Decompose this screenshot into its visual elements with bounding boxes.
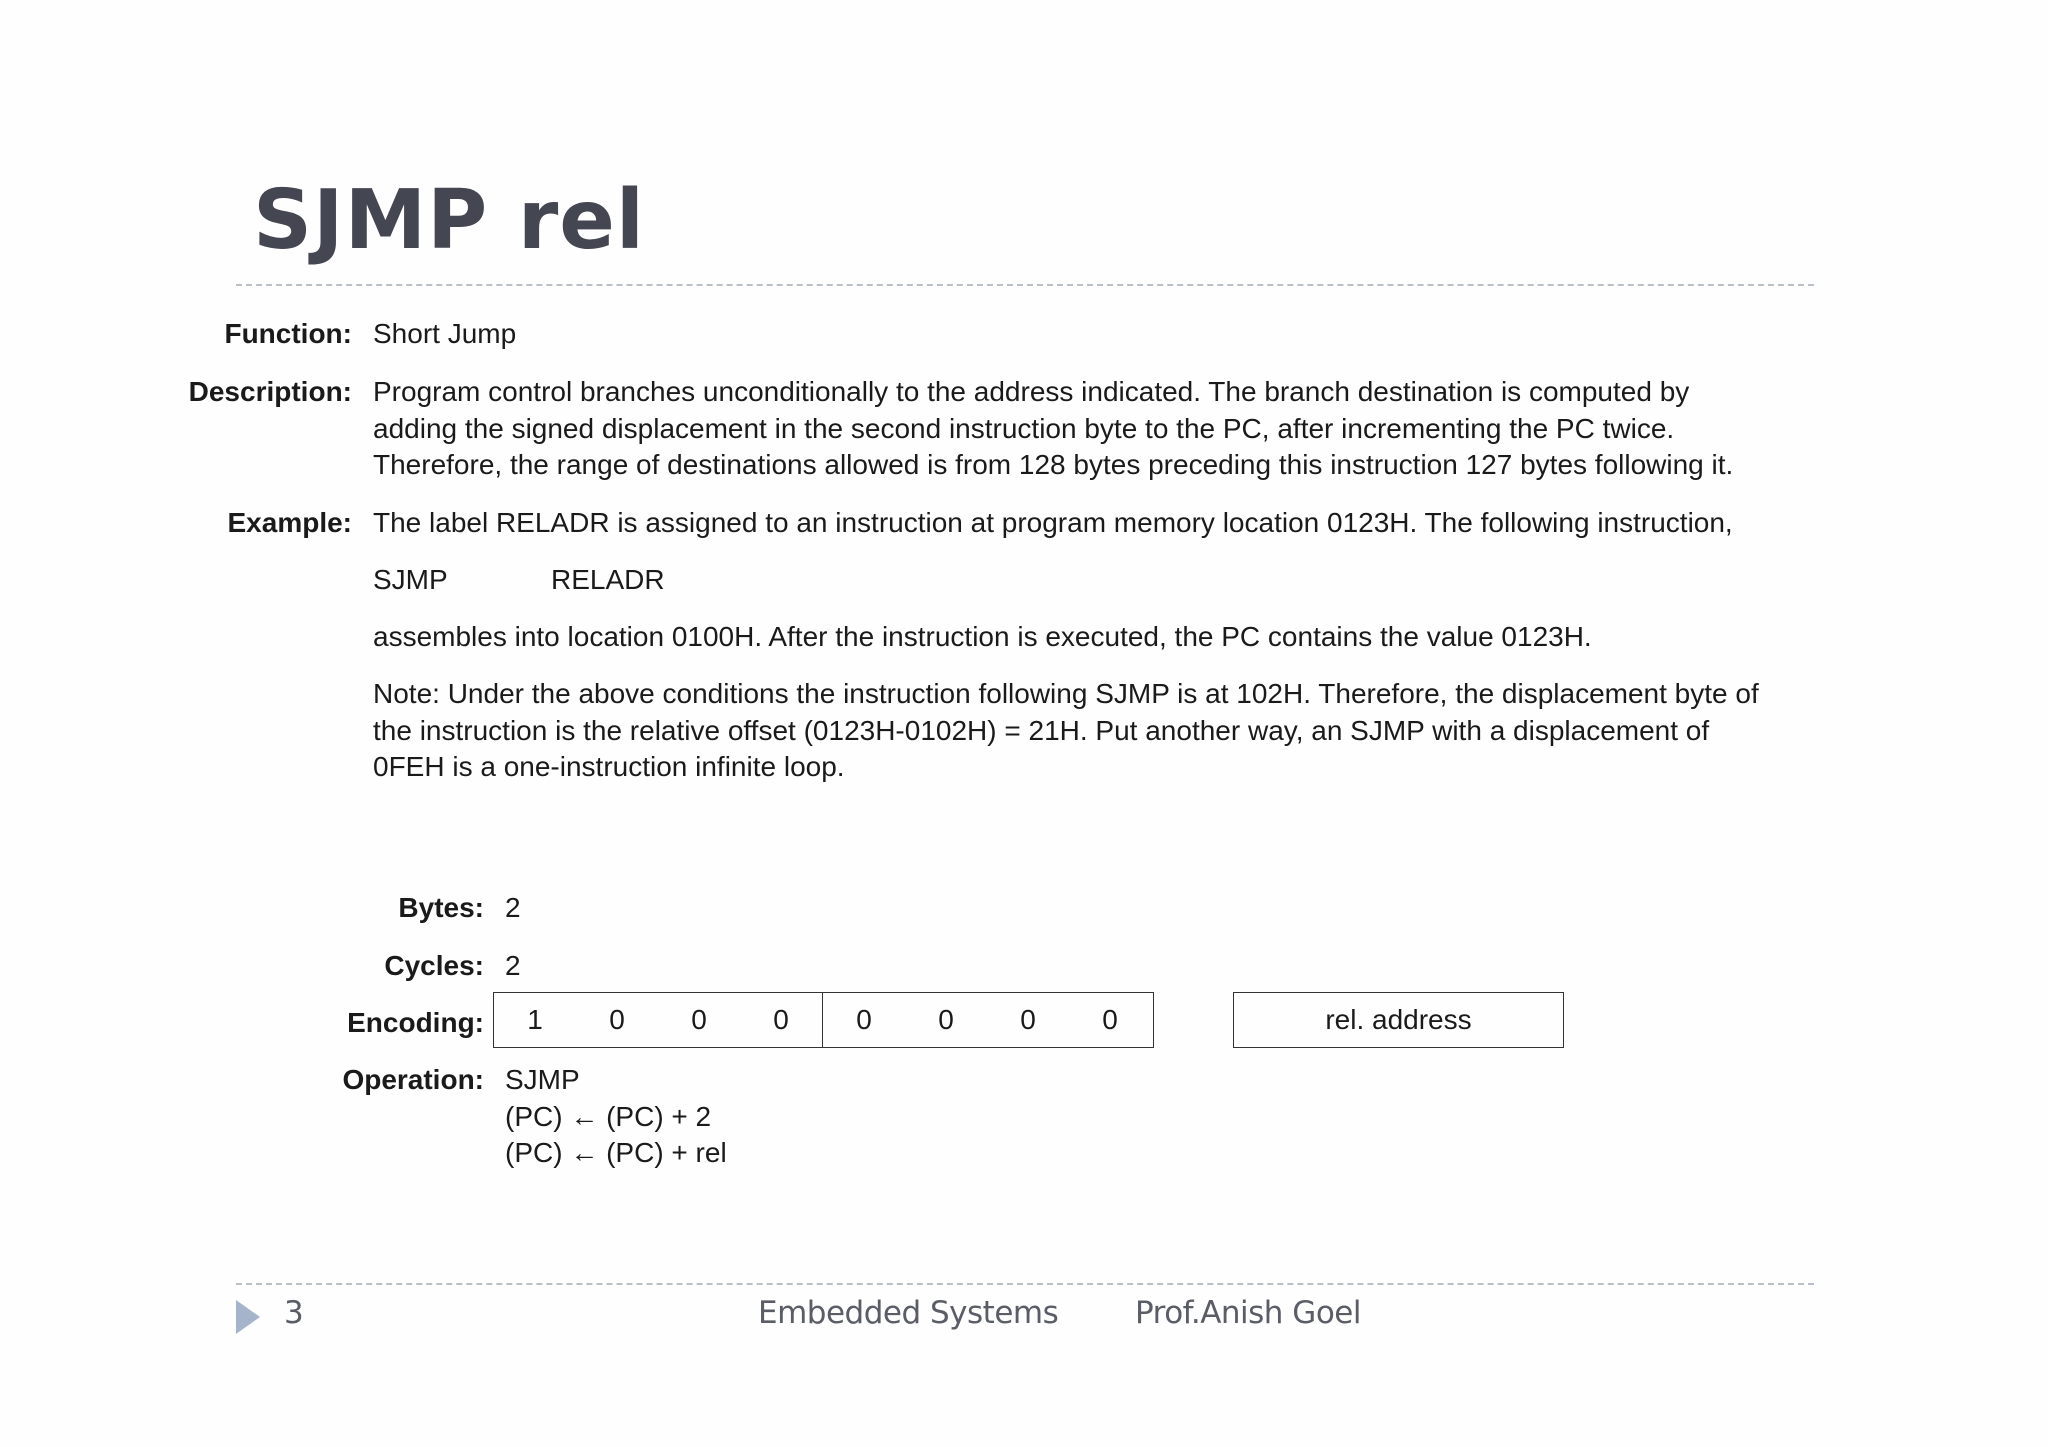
description-label: Description:: [188, 376, 352, 407]
note-line: 0FEH is a one-instruction infinite loop.: [373, 751, 845, 782]
cycles-label: Cycles:: [384, 950, 484, 981]
example-code-mnemonic: SJMP: [373, 564, 448, 595]
operation-line: SJMP: [505, 1064, 580, 1095]
operation-label: Operation:: [342, 1064, 484, 1095]
footer-course: Embedded Systems: [758, 1295, 1059, 1331]
operation-line: (PC) ← (PC) + 2: [505, 1100, 712, 1132]
example-code: [373, 562, 1853, 599]
note-line: Note: Under the above conditions the instruction following SJMP is at 102H. Therefore, the displacement byte of: [373, 678, 1759, 709]
footer-author: Prof.Anish Goel: [1135, 1295, 1361, 1331]
cycles-value: 2: [505, 950, 521, 981]
description-text: [373, 374, 1853, 484]
triangle-bullet-icon: [236, 1300, 260, 1334]
note-line: the instruction is the relative offset (0123H-0102H) = 21H. Put another way, an SJMP with a displacement of: [373, 714, 1710, 746]
encoding-opcode-box: [493, 992, 1154, 1048]
example-label: Example:: [227, 507, 352, 538]
example-intro: The label RELADR is assigned to an instruction at program memory location 0123H. The following instruction,: [373, 507, 1733, 538]
function-value: Short Jump: [373, 318, 517, 349]
encoding-bit: 0: [1102, 1004, 1118, 1035]
encoding-bit: 0: [1020, 1004, 1036, 1035]
encoding-bit: 0: [691, 1004, 707, 1035]
footer-divider: [236, 1283, 1814, 1285]
note-text: [373, 676, 1853, 786]
slide-title: SJMP rel: [253, 173, 645, 268]
description-line: Therefore, the range of destinations allowed is from 128 bytes preceding this instruction 127 bytes following it.: [373, 449, 1734, 480]
page-number: 3: [284, 1295, 304, 1331]
example-code-operand: RELADR: [551, 564, 665, 595]
title-divider: [236, 284, 1814, 286]
encoding-bit: 0: [773, 1004, 789, 1035]
example-result: assembles into location 0100H. After the instruction is executed, the PC contains the value 0123H.: [373, 621, 1592, 652]
encoding-bit: 0: [856, 1004, 872, 1035]
description-line: adding the signed displacement in the second instruction byte to the PC, after incrementing the PC twice.: [373, 412, 1675, 444]
encoding-bit: 0: [609, 1004, 625, 1035]
bytes-label: Bytes:: [398, 892, 484, 923]
operation-line: (PC) ← (PC) + rel: [505, 1137, 727, 1168]
encoding-bit: 0: [938, 1004, 954, 1035]
operation-text: [505, 1062, 727, 1172]
encoding-rel-box: rel. address: [1233, 992, 1564, 1048]
bytes-value: 2: [505, 892, 521, 923]
encoding-bit: 1: [527, 1004, 543, 1035]
function-label: Function:: [224, 318, 352, 349]
description-line: Program control branches unconditionally to the address indicated. The branch destination is computed by: [373, 376, 1690, 407]
encoding-label: Encoding:: [347, 1007, 484, 1038]
